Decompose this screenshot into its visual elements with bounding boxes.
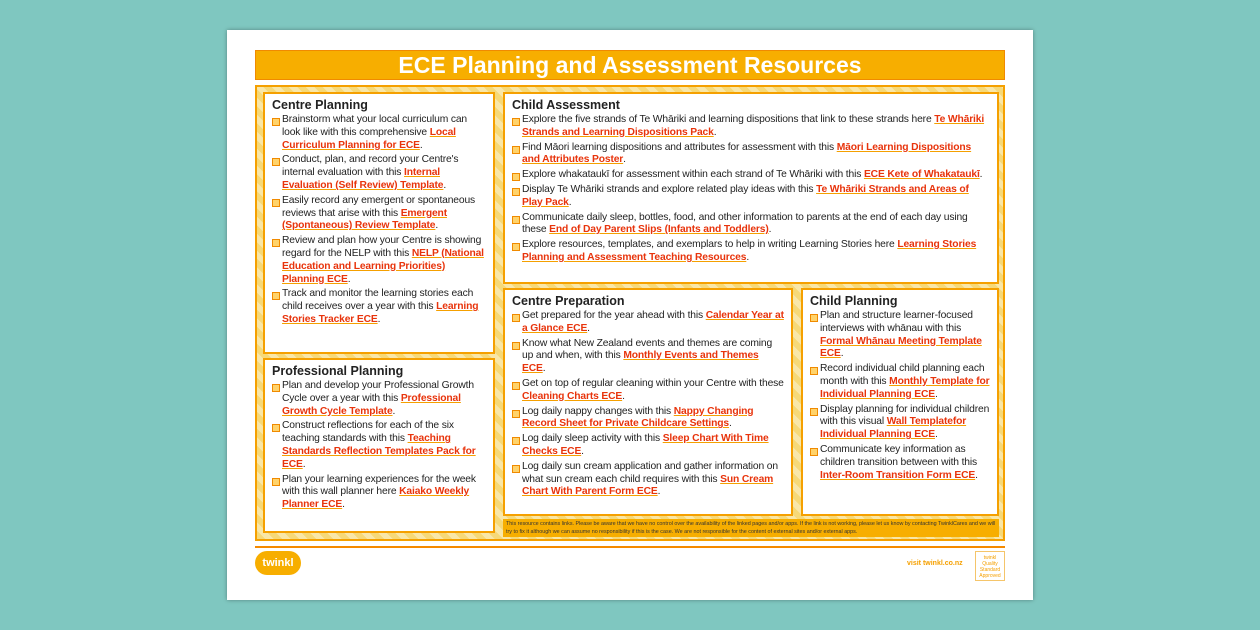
item-text: Explore whakataukī for assessment within each strand of Te Whāriki with this xyxy=(522,169,864,181)
item-text: Display planning for individual children with this visual xyxy=(820,403,990,428)
resource-link[interactable]: ECE Kete of Whakataukī xyxy=(863,169,980,181)
item-text: Explore resources, templates, and exemplars to help in writing Learning Stories here xyxy=(522,239,898,251)
list-item: Find Māori learning dispositions and attributes for assessment with this Māori Learning Dispositions and Attributes Poster. xyxy=(512,142,990,168)
list-item: Plan and develop your Professional Growth Cycle over a year with this Professional Growth Cycle Template. xyxy=(272,380,486,418)
item-text: Conduct, plan, and record your Centre's internal evaluation with this xyxy=(282,154,459,179)
resource-link[interactable]: Calendar Year at a Glance ECE xyxy=(522,310,784,334)
item-text: Plan your learning experiences for the week with this wall planner here xyxy=(282,473,476,498)
list-item: Explore the five strands of Te Whāriki and learning dispositions that link to these strands here Te Whāriki Strands and Learning Dispositions Pack. xyxy=(512,114,990,140)
list-item: Log daily sun cream application and gather information on what sun cream each child requires with this Sun Cream Chart With Parent Form ECE. xyxy=(512,461,784,499)
resource-list xyxy=(810,310,990,482)
list-item: Record individual child planning each month with this Monthly Template for Individual Planning ECE. xyxy=(810,363,990,401)
child-planning-box xyxy=(801,288,999,516)
list-item: Explore whakataukī for assessment within each strand of Te Whāriki with this ECE Kete of Whakataukī. xyxy=(512,169,990,182)
resource-link[interactable]: NELP (National Education and Learning Priorities) Planning ECE xyxy=(282,247,484,285)
footer-divider xyxy=(255,546,1005,548)
resource-link[interactable]: Te Whāriki Strands and Areas of Play Pack xyxy=(522,183,969,208)
item-text: Log daily sun cream application and gather information on what sun cream each child requires with this xyxy=(522,460,778,485)
list-item: Display planning for individual children with this visual Wall Templatefor Individual Planning ECE. xyxy=(810,404,990,442)
resource-link[interactable]: Formal Whānau Meeting Template ECE xyxy=(820,335,982,360)
list-item: Construct reflections for each of the six teaching standards with this Teaching Standards Reflection Templates Pack for ECE. xyxy=(272,420,486,471)
twinkl-logo: twinkl xyxy=(255,551,301,575)
item-text: Brainstorm what your local curriculum can look like with this comprehensive xyxy=(282,114,467,138)
resource-link[interactable]: Learning Stories Planning and Assessment Teaching Resources xyxy=(522,239,977,263)
resource-link[interactable]: Māori Learning Dispositions and Attributes Poster xyxy=(522,141,972,166)
content-area xyxy=(255,85,1005,541)
item-text: Display Te Whāriki strands and explore related play ideas with this xyxy=(522,183,817,195)
centre-preparation-box xyxy=(503,288,793,516)
section-heading: Centre Planning xyxy=(272,98,368,112)
list-item: Conduct, plan, and record your Centre's internal evaluation with this Internal Evaluation (Self Review) Template. xyxy=(272,154,486,192)
list-item: Know what New Zealand events and themes are coming up and when, with this Monthly Events and Themes ECE. xyxy=(512,338,784,376)
item-text: Log daily nappy changes with this xyxy=(522,405,674,417)
centre-planning-box xyxy=(263,92,495,354)
resource-list xyxy=(512,310,784,499)
item-text: Review and plan how your Centre is showing regard for the NELP with this xyxy=(282,235,482,259)
list-item: Plan and structure learner-focused interviews with whānau with this Formal Whānau Meeting Template ECE. xyxy=(810,310,990,361)
list-item: Brainstorm what your local curriculum can look like with this comprehensive Local Curriculum Planning for ECE. xyxy=(272,114,486,152)
item-text: Track and monitor the learning stories each child receives over a year with this xyxy=(282,288,474,313)
item-text: Construct reflections for each of the six teaching standards with this xyxy=(282,420,454,445)
list-item: Track and monitor the learning stories each child receives over a year with this Learning Stories Tracker ECE. xyxy=(272,288,486,326)
item-text: Plan and structure learner-focused interviews with whānau with this xyxy=(820,310,973,334)
resource-link[interactable]: End of Day Parent Slips (Infants and Toddlers) xyxy=(549,224,769,236)
list-item: Get on top of regular cleaning within your Centre with these Cleaning Charts ECE. xyxy=(512,378,784,404)
disclaimer: This resource contains links. Please be aware that we have no control over the availability of the linked pages and/or apps. If the link is not working, please let us know by contacting TwinklCares and we will try to fix it although we can assume no responsibility if this is the case. We are not responsible for the content of external sites and/or external apps. xyxy=(503,519,999,537)
resource-link[interactable]: Internal Evaluation (Self Review) Template xyxy=(282,167,444,191)
section-heading: Centre Preparation xyxy=(512,294,625,308)
list-item: Log daily nappy changes with this Nappy Changing Record Sheet for Private Childcare Settings. xyxy=(512,406,784,432)
list-item: Communicate key information as children transition between with this Inter-Room Transition Form ECE. xyxy=(810,444,990,482)
item-text: Get on top of regular cleaning within your Centre with these xyxy=(522,377,784,389)
list-item: Communicate daily sleep, bottles, food, and other information to parents at the end of each day using these End of Day Parent Slips (Infants and Toddlers). xyxy=(512,212,990,238)
resource-link[interactable]: Cleaning Charts ECE xyxy=(522,390,623,402)
list-item: Log daily sleep activity with this Sleep Chart With Time Checks ECE. xyxy=(512,433,784,459)
resource-list xyxy=(272,380,486,512)
item-text: Communicate daily sleep, bottles, food, and other information to parents at the end of each day using these xyxy=(522,211,968,236)
resource-link[interactable]: Sun Cream Chart With Parent Form ECE xyxy=(522,473,774,498)
document-page xyxy=(227,30,1033,600)
resource-link[interactable]: Monthly Template for Individual Planning ECE xyxy=(820,375,990,400)
resource-link[interactable]: Professional Growth Cycle Template xyxy=(282,392,461,417)
item-text: Record individual child planning each month with this xyxy=(820,363,985,387)
child-assessment-box xyxy=(503,92,999,284)
page-title: ECE Planning and Assessment Resources xyxy=(255,50,1005,80)
resource-link[interactable]: Te Whāriki Strands and Learning Dispositions Pack xyxy=(522,114,985,138)
item-text: Plan and develop your Professional Growth Cycle over a year with this xyxy=(282,380,474,404)
resource-link[interactable]: Kaiako Weekly Planner ECE xyxy=(282,486,470,511)
item-text: Log daily sleep activity with this xyxy=(522,433,663,445)
list-item: Get prepared for the year ahead with this Calendar Year at a Glance ECE. xyxy=(512,310,784,336)
item-text: Easily record any emergent or spontaneous reviews that arise with this xyxy=(282,194,476,219)
resource-link[interactable]: Sleep Chart With Time Checks ECE xyxy=(522,433,769,457)
resource-link[interactable]: Inter-Room Transition Form ECE xyxy=(820,469,976,481)
resource-link[interactable]: Nappy Changing Record Sheet for Private Childcare Settings xyxy=(522,405,754,430)
section-heading: Child Assessment xyxy=(512,98,620,112)
item-text: Find Māori learning dispositions and attributes for assessment with this xyxy=(522,141,837,153)
resource-link[interactable]: Teaching Standards Reflection Templates Pack for ECE xyxy=(282,433,476,470)
item-text: Know what New Zealand events and themes are coming up and when, with this xyxy=(522,337,773,362)
item-text: Explore the five strands of Te Whāriki and learning dispositions that link to these strands here xyxy=(522,114,935,125)
list-item: Display Te Whāriki strands and explore related play ideas with this Te Whāriki Strands and Areas of Play Pack. xyxy=(512,184,990,210)
section-heading: Child Planning xyxy=(810,294,898,308)
list-item: Explore resources, templates, and exemplars to help in writing Learning Stories here Learning Stories Planning and Assessment Teaching Resources. xyxy=(512,239,990,265)
resource-link[interactable]: Local Curriculum Planning for ECE xyxy=(282,126,456,151)
list-item: Easily record any emergent or spontaneous reviews that arise with this Emergent (Spontaneous) Review Template. xyxy=(272,195,486,233)
resource-list xyxy=(512,114,990,265)
visit-link[interactable]: visit twinkl.co.nz xyxy=(907,560,963,567)
list-item: Review and plan how your Centre is showing regard for the NELP with this NELP (National Education and Learning Priorities) Planning ECE. xyxy=(272,235,486,286)
list-item: Plan your learning experiences for the week with this wall planner here Kaiako Weekly Planner ECE. xyxy=(272,474,486,512)
resource-list xyxy=(272,114,486,327)
item-text: Get prepared for the year ahead with this xyxy=(522,310,706,321)
resource-link[interactable]: Learning Stories Tracker ECE xyxy=(282,301,479,325)
resource-link[interactable]: Monthly Events and Themes ECE xyxy=(522,350,759,375)
professional-planning-box xyxy=(263,358,495,533)
resource-link[interactable]: Emergent (Spontaneous) Review Template xyxy=(282,207,447,232)
resource-link[interactable]: Wall Templatefor Individual Planning ECE xyxy=(820,416,967,441)
section-heading: Professional Planning xyxy=(272,364,404,378)
quality-badge-icon: twinkl Quality Standard Approved xyxy=(975,551,1005,581)
item-text: Communicate key information as children transition between with this xyxy=(820,443,977,468)
